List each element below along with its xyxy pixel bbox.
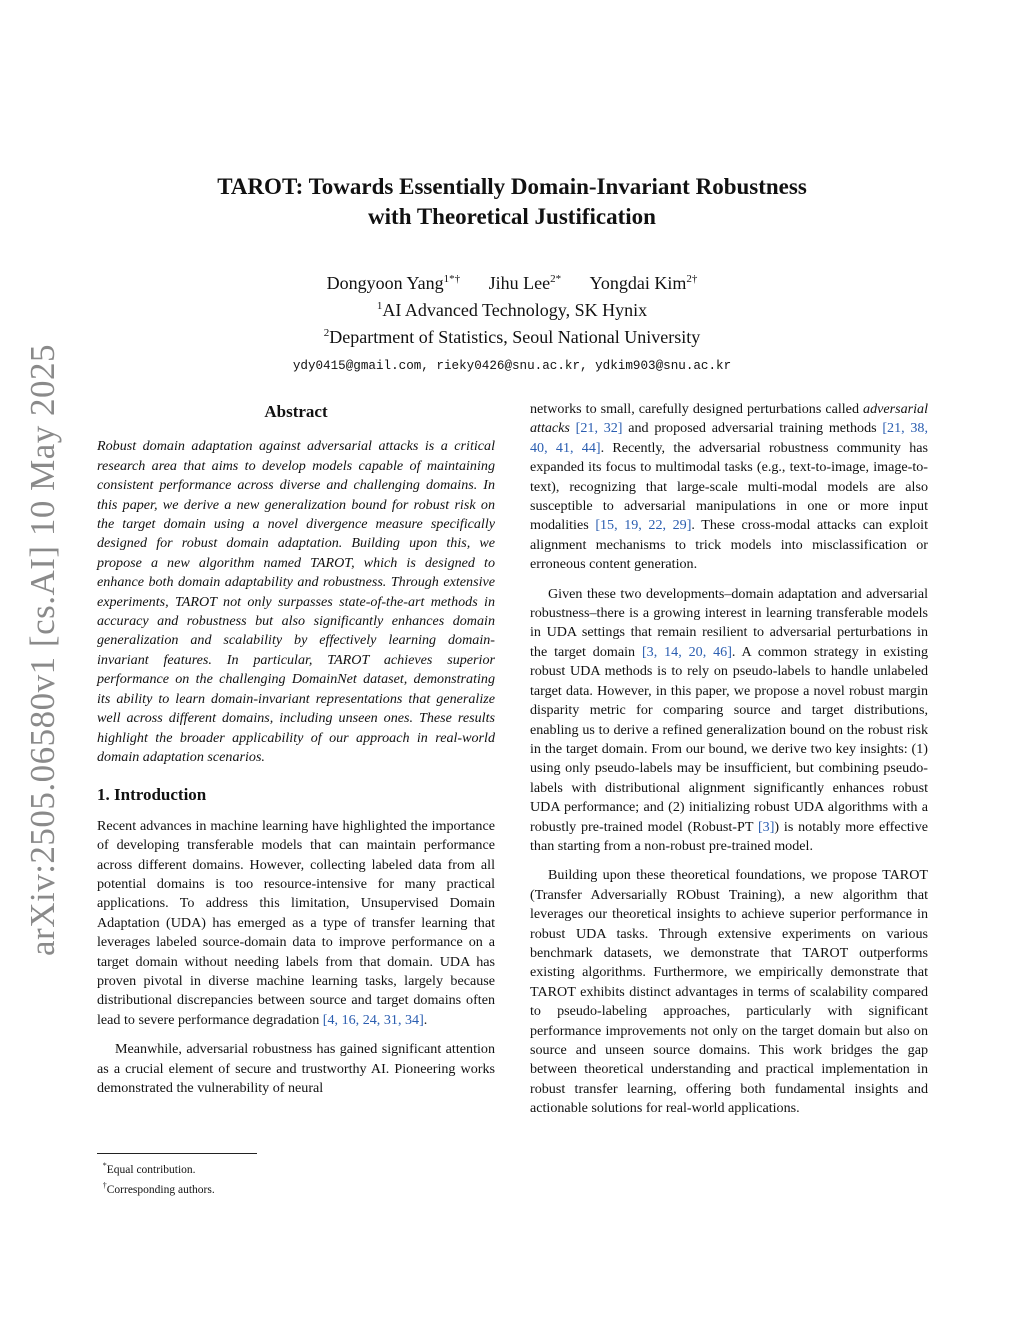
citation-link[interactable]: [21, 38, 40, 41, 44]: [530, 420, 929, 456]
intro-paragraph-2-start: Meanwhile, adversarial robustness has gained significant attention as a crucial element of secure and trustworthy AI. Pioneering works demonstrated the vulnerability of neural: [97, 1041, 495, 1096]
introduction-heading: 1. Introduction: [97, 785, 207, 805]
title-line-1: TAROT: Towards Essentially Domain-Invariant Robustness: [217, 174, 807, 199]
citation-link[interactable]: [3]: [757, 818, 775, 835]
author: Yongdai Kim$^{2\dagger}$: [589, 273, 698, 293]
intro-paragraph-1: Recent advances in machine learning have highlighted the importance of developing transferable models that can maintain performance across different domains. However, collecting labeled data from all potential domains is too resource-intensive for many practical applications. To address this limitation, Unsupervised Domain Adaptation (UDA) has emerged as a type of transfer learning that leverages labeled source-domain data to improve performance on a target domain without needing labels from that domain. UDA has proven pivotal in diverse machine learning tasks, largely because distributional discrepancies between source and target domains often lead to severe performance degradation [4, 16, 24, 31, 34].: [97, 817, 495, 1028]
title-line-2: with Theoretical Justification: [368, 204, 656, 229]
abstract-text: Robust domain adaptation against adversarial attacks is a critical research area that aims to develop models capable of maintaining consistent performance across diverse and challenging domains. In this paper, we derive a new generalization bound for robust risk on the target domain using a novel divergence measure specifically designed for robust domain adaptation. Building upon this, we propose a new algorithm named TAROT, which is designed to enhance both domain adaptability and robustness. Through extensive experiments, TAROT not only surpasses state-of-the-art methods in accuracy and robustness but also significantly enhances domain generalization and scalability by effectively learning domain-invariant features. In particular, TAROT achieves superior performance on the challenging DomainNet dataset, demonstrating its ability to learn domain-invariant representations that generalize well across different domains, including unseen ones. These results highlight the broader applicability of our approach in real-world domain adaptation scenarios.: [97, 438, 495, 765]
citation-link[interactable]: [4, 16, 24, 31, 34]: [322, 1011, 424, 1028]
paper-title: [150, 172, 874, 232]
author: Jihu Lee$^{2*}$: [488, 273, 562, 293]
citation-link[interactable]: [21, 32]: [575, 420, 623, 437]
author-names: [150, 268, 874, 295]
footnote: †Corresponding authors.: [102, 1180, 215, 1196]
intro-paragraph-3: Given these two developments–domain adaptation and adversarial robustness–there is a growing interest in learning transferable models in UDA settings that remain resilient to adversarial perturbations in the target domain [3, 14, 20, 46]. A common strategy in existing robust UDA methods is to rely on pseudo-labels to handle unlabeled target data. However, in this paper, we propose a novel robust margin disparity metric for comparing source and target distributions, enabling us to derive a refined generalization bound on the robust risk in the target domain. From our bound, we derive two key insights: (1) using only pseudo-labels may be insufficient, but combining pseudo-labels with distributional alignment significantly enhances robust UDA performance; and (2) initializing robust UDA algorithms with a robustly pre-trained model (Robust-PT [3]) is notably more effective than starting from a non-robust pre-trained model.: [530, 585, 928, 854]
left-column: [97, 400, 495, 1098]
affiliation: $^2$Department of Statistics, Seoul National University: [323, 327, 701, 347]
footnote-rule: [97, 1153, 257, 1154]
author: Dongyoon Yang$^{1*\dagger}$: [326, 273, 461, 293]
footnotes: [97, 1153, 495, 1198]
intro-paragraph-2-cont: networks to small, carefully designed perturbations called adversarial attacks [21, 32] and proposed adversarial training methods [21, 38, 40, 41, 44]. Recently, the adversarial robustness community has expanded its focus to multimodal tasks (e.g., text-to-image, image-to-text), recognizing that large-scale multi-modal models are also susceptible to adversarial manipulations in one or more input modalities [15, 19, 22, 29]. These cross-modal attacks can exploit alignment mechanisms to trick models into misclassification or erroneous content generation.: [530, 401, 929, 573]
affiliation: $^1$AI Advanced Technology, SK Hynix: [376, 300, 648, 320]
abstract-heading: Abstract: [264, 402, 328, 421]
author-emails: ydy0415@gmail.com, rieky0426@snu.ac.kr, ydkim903@snu.ac.kr: [292, 359, 732, 373]
intro-paragraph-4: Building upon these theoretical foundations, we propose TAROT (Transfer Adversarially RObust Training), a new algorithm that leverages our theoretical insights to achieve superior performance in robust UDA tasks. Through extensive experiments on various benchmark datasets, we demonstrate that TAROT outperforms existing algorithms. Furthermore, we empirically demonstrate that TAROT exhibits distinct advantages in terms of scalability compared to pseudo-labeling approaches, particularly with significant performance improvements not only on the target domain but also on source and unseen source domains. This work bridges the gap between theoretical understanding and practical implementation in robust transfer learning, offering both fundamental insights and actionable solutions for real-world applications.: [530, 867, 928, 1117]
footnote: *Equal contribution.: [102, 1161, 196, 1176]
arxiv-identifier: arXiv:2505.06580v1 [cs.AI] 10 May 2025: [23, 344, 62, 956]
citation-link[interactable]: [3, 14, 20, 46]: [641, 643, 732, 660]
right-column: [530, 400, 928, 1119]
arxiv-sidebar-stamp: [8, 344, 78, 956]
citation-link[interactable]: [15, 19, 22, 29]: [595, 517, 692, 534]
author-block: [150, 268, 874, 378]
